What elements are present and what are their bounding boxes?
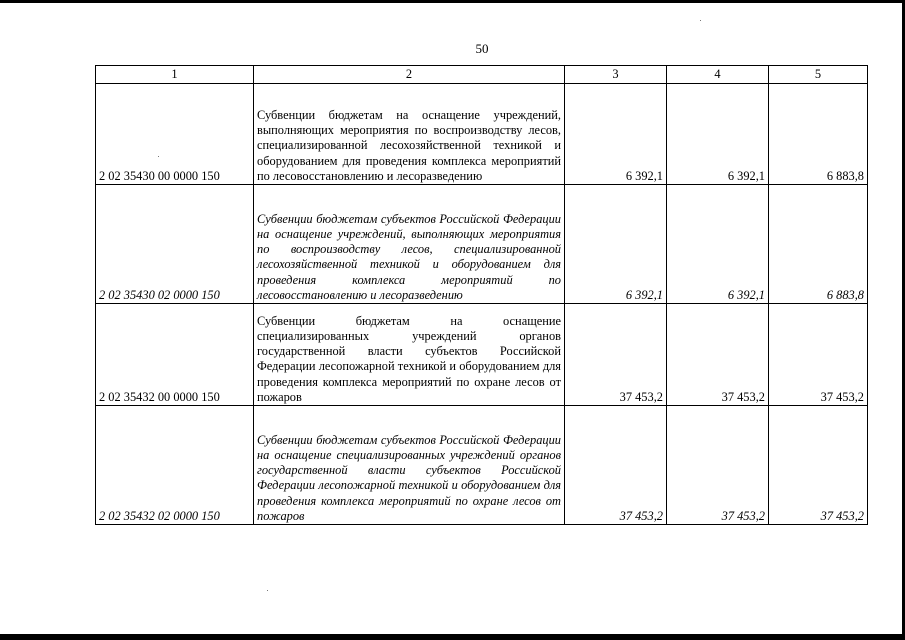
table-row	[96, 304, 868, 406]
header-cell-4: 4	[667, 66, 769, 84]
value-column-5: 37 453,2	[769, 406, 868, 525]
header-cell-3: 3	[565, 66, 667, 84]
value-column-4: 6 392,1	[667, 185, 769, 304]
scan-speck	[700, 20, 701, 21]
header-cell-2: 2	[254, 66, 565, 84]
row-description: Субвенции бюджетам на оснащение учреждений, выполняющих мероприятия по воспроизводству лесов, специализированной лесохозяйственной техникой и оборудованием для проведения комплекса мероприятий по лесовосстановлению и лесоразведению	[254, 84, 565, 185]
header-cell-5: 5	[769, 66, 868, 84]
classification-code: 2 02 35430 00 0000 150	[96, 84, 254, 185]
classification-code: 2 02 35432 00 0000 150	[96, 304, 254, 406]
table-row	[96, 84, 868, 185]
budget-table	[95, 65, 868, 525]
value-column-3: 6 392,1	[565, 84, 667, 185]
header-cell-1: 1	[96, 66, 254, 84]
value-column-5: 37 453,2	[769, 304, 868, 406]
row-description: Субвенции бюджетам на оснащение специализированных учреждений органов государственной власти субъектов Российской Федерации лесопожарной техникой и оборудованием для проведения комплекса мероприятий по охране лесов от пожаров	[254, 304, 565, 406]
value-column-4: 37 453,2	[667, 304, 769, 406]
value-column-4: 37 453,2	[667, 406, 769, 525]
value-column-5: 6 883,8	[769, 185, 868, 304]
table-row	[96, 185, 868, 304]
scan-border-top	[0, 0, 905, 3]
value-column-5: 6 883,8	[769, 84, 868, 185]
classification-code: 2 02 35430 02 0000 150	[96, 185, 254, 304]
page-number: 50	[475, 41, 489, 56]
value-column-3: 37 453,2	[565, 304, 667, 406]
scan-border-bottom	[0, 634, 905, 640]
header-row	[96, 66, 868, 84]
value-column-4: 6 392,1	[667, 84, 769, 185]
row-description: Субвенции бюджетам субъектов Российской Федерации на оснащение специализированных учреждений органов государственной власти субъектов Российской Федерации лесопожарной техникой и оборудованием для проведения комплекса мероприятий по охране лесов от пожаров	[254, 406, 565, 525]
table-row	[96, 406, 868, 525]
scan-speck	[267, 590, 268, 591]
classification-code: 2 02 35432 02 0000 150	[96, 406, 254, 525]
value-column-3: 37 453,2	[565, 406, 667, 525]
row-description: Субвенции бюджетам субъектов Российской Федерации на оснащение учреждений, выполняющих мероприятия по воспроизводству лесов, специализированной лесохозяйственной техникой и оборудованием для проведения комплекса мероприятий по лесовосстановлению и лесоразведению	[254, 185, 565, 304]
value-column-3: 6 392,1	[565, 185, 667, 304]
